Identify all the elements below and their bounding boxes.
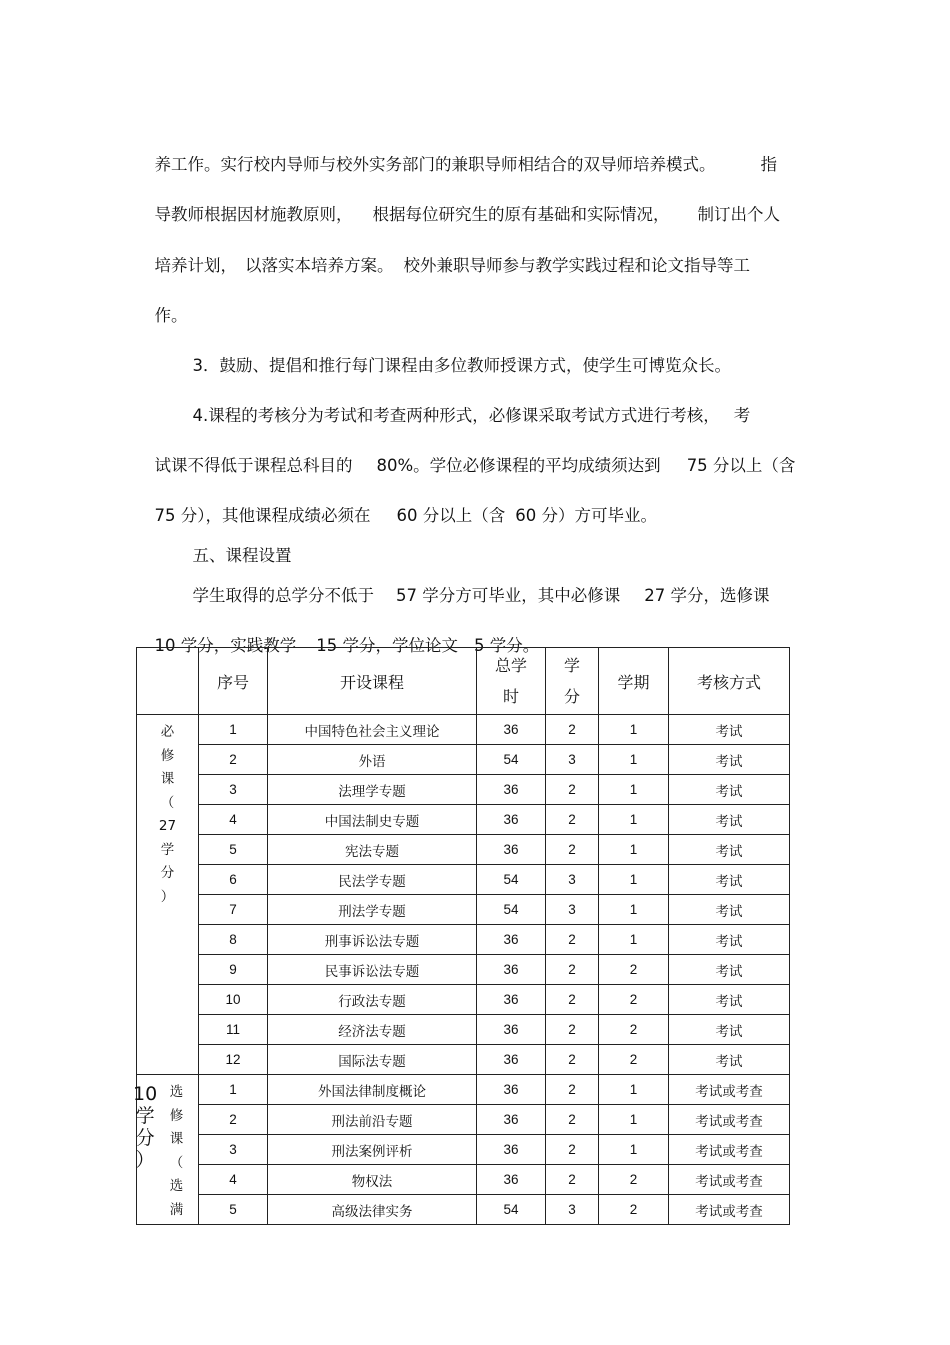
cell-seq: 10 [199, 985, 268, 1015]
cell-exam: 考试 [669, 985, 790, 1015]
text-segment: 培养计划， [154, 256, 237, 275]
required-group-label [137, 715, 198, 909]
cell-seq: 1 [199, 1075, 268, 1105]
text-segment: 27 学分，选修课 [644, 586, 770, 605]
group-label-char: 选 [169, 1178, 184, 1194]
cell-seq: 2 [199, 1105, 268, 1135]
text-segment: 4.课程的考核分为考试和考查两种形式，必修课采取考试方式进行考核， [192, 406, 720, 425]
text-segment: 60 分以上（含 [396, 506, 506, 525]
text-segment: 作。 [154, 306, 188, 325]
cell-term: 1 [599, 1075, 669, 1105]
cell-credits: 2 [546, 955, 599, 985]
cell-seq: 3 [199, 775, 268, 805]
cell-course: 中国特色社会主义理论 [268, 715, 477, 745]
cell-exam: 考试 [669, 955, 790, 985]
header-term: 学期 [599, 648, 669, 715]
cell-seq: 9 [199, 955, 268, 985]
cell-credits: 2 [546, 985, 599, 1015]
cell-course: 法理学专题 [268, 775, 477, 805]
cell-seq: 2 [199, 745, 268, 775]
cell-credits: 2 [546, 715, 599, 745]
cell-credits: 2 [546, 1015, 599, 1045]
header-seq: 序号 [199, 648, 268, 715]
cell-course: 物权法 [268, 1165, 477, 1195]
text-segment: 10 学分，实践教学 [154, 636, 297, 655]
cell-course: 外语 [268, 745, 477, 775]
table-row [137, 925, 790, 955]
text-segment: 五、课程设置 [192, 546, 292, 565]
cell-exam: 考试 [669, 925, 790, 955]
cell-credits: 3 [546, 745, 599, 775]
table-row [137, 1165, 790, 1195]
cell-seq: 5 [199, 835, 268, 865]
cell-term: 2 [599, 1195, 669, 1225]
cell-term: 1 [599, 1135, 669, 1165]
table-header-row [137, 648, 790, 715]
cell-exam: 考试或考查 [669, 1195, 790, 1225]
cell-exam: 考试 [669, 715, 790, 745]
cell-credits: 3 [546, 1195, 599, 1225]
table-row [137, 1135, 790, 1165]
text-segment: 制订出个人 [697, 205, 780, 224]
cell-seq: 6 [199, 865, 268, 895]
cell-course: 宪法专题 [268, 835, 477, 865]
cell-term: 2 [599, 1165, 669, 1195]
cell-exam: 考试 [669, 745, 790, 775]
cell-credits: 3 [546, 865, 599, 895]
text-segment: 60 分）方可毕业。 [515, 506, 657, 525]
cell-hours: 36 [477, 805, 546, 835]
cell-exam: 考试 [669, 775, 790, 805]
cell-hours: 36 [477, 1045, 546, 1075]
text-segment: 15 学分，学位论文 [316, 636, 458, 655]
paragraph-line-4 [144, 283, 188, 327]
elective-credits-label [133, 1083, 157, 1171]
text-segment: 导教师根据因材施教原则， [154, 205, 353, 224]
cell-exam: 考试 [669, 1045, 790, 1075]
table-row [137, 1015, 790, 1045]
cell-hours: 36 [477, 1105, 546, 1135]
cell-seq: 4 [199, 1165, 268, 1195]
group-label-char: （ [160, 794, 175, 811]
cell-course: 高级法律实务 [268, 1195, 477, 1225]
cell-hours: 54 [477, 745, 546, 775]
cell-seq: 1 [199, 715, 268, 745]
cell-term: 2 [599, 1045, 669, 1075]
group-label-char: 分 [135, 1127, 155, 1149]
table-row [137, 835, 790, 865]
text-segment: 75 分以上（含 [686, 456, 796, 475]
paragraph-line-8 [144, 483, 657, 527]
group-label-char: ） [160, 888, 175, 905]
table-row [137, 775, 790, 805]
cell-credits: 2 [546, 1165, 599, 1195]
cell-term: 1 [599, 775, 669, 805]
cell-course: 国际法专题 [268, 1045, 477, 1075]
table-row [137, 1195, 790, 1225]
cell-term: 2 [599, 955, 669, 985]
header-credits: 学 分 [546, 648, 599, 715]
cell-course: 行政法专题 [268, 985, 477, 1015]
table-row [137, 1075, 790, 1105]
section-heading [182, 523, 292, 567]
cell-credits: 2 [546, 775, 599, 805]
cell-course: 民事诉讼法专题 [268, 955, 477, 985]
paragraph-line-2 [144, 182, 780, 226]
group-label-char: 学 [160, 841, 175, 858]
text-segment: 校外兼职导师参与教学实践过程和论文指导等工 [403, 256, 750, 275]
cell-hours: 36 [477, 1165, 546, 1195]
table-row [137, 865, 790, 895]
group-label-char: 必 [160, 724, 175, 740]
cell-hours: 36 [477, 715, 546, 745]
cell-credits: 2 [546, 1075, 599, 1105]
table-row [137, 1105, 790, 1135]
cell-seq: 7 [199, 895, 268, 925]
cell-hours: 36 [477, 925, 546, 955]
paragraph-line-6 [182, 383, 750, 427]
paragraph-line-1 [144, 132, 777, 176]
cell-hours: 36 [477, 775, 546, 805]
group-label-char: 分 [160, 865, 175, 881]
cell-hours: 54 [477, 895, 546, 925]
text-segment: 5 学分。 [474, 636, 540, 655]
cell-course: 刑法案例评析 [268, 1135, 477, 1165]
cell-exam: 考试 [669, 895, 790, 925]
cell-term: 1 [599, 925, 669, 955]
cell-exam: 考试或考查 [669, 1105, 790, 1135]
cell-credits: 2 [546, 805, 599, 835]
cell-seq: 5 [199, 1195, 268, 1225]
table-row [137, 955, 790, 985]
text-segment: 3．鼓励、提倡和推行每门课程由多位教师授课方式，使学生可博览众长。 [192, 356, 731, 375]
text-segment: 以落实本培养方案。 [245, 256, 394, 275]
required-group [137, 715, 199, 1075]
group-label-char: 27 [158, 818, 177, 834]
cell-course: 中国法制史专题 [268, 805, 477, 835]
course-table [133, 647, 790, 1225]
cell-term: 2 [599, 1015, 669, 1045]
text-segment: 根据每位研究生的原有基础和实际情况， [372, 205, 670, 224]
header-course: 开设课程 [268, 648, 477, 715]
cell-term: 1 [599, 895, 669, 925]
cell-term: 2 [599, 985, 669, 1015]
cell-term: 1 [599, 745, 669, 775]
cell-hours: 36 [477, 1135, 546, 1165]
cell-term: 1 [599, 835, 669, 865]
cell-course: 刑法学专题 [268, 895, 477, 925]
cell-term: 1 [599, 1105, 669, 1135]
cell-course: 刑事诉讼法专题 [268, 925, 477, 955]
text-segment: 57 学分方可毕业，其中必修课 [396, 586, 621, 605]
group-label-char: 满 [169, 1201, 184, 1218]
paragraph-line-3 [144, 233, 750, 277]
table-row [137, 1045, 790, 1075]
cell-credits: 2 [546, 925, 599, 955]
cell-hours: 36 [477, 955, 546, 985]
cell-term: 1 [599, 715, 669, 745]
table-row [137, 895, 790, 925]
text-segment: 75 分），其他课程成绩必须在 [154, 506, 371, 525]
cell-hours: 36 [477, 1015, 546, 1045]
table-row [137, 715, 790, 745]
text-segment: 80%。学位必修课程的平均成绩须达到 [376, 456, 661, 475]
elective-group [133, 1075, 199, 1225]
cell-hours: 54 [477, 1195, 546, 1225]
cell-exam: 考试 [669, 835, 790, 865]
text-segment: 指 [760, 155, 777, 174]
cell-seq: 8 [199, 925, 268, 955]
group-label-char: 10 [133, 1083, 158, 1105]
cell-hours: 36 [477, 985, 546, 1015]
cell-seq: 12 [199, 1045, 268, 1075]
cell-course: 刑法前沿专题 [268, 1105, 477, 1135]
cell-credits: 3 [546, 895, 599, 925]
group-label-char: 课 [160, 771, 175, 787]
text-segment: 学生取得的总学分不低于 [192, 586, 374, 605]
group-label-char: 选 [169, 1084, 184, 1100]
cell-course: 外国法律制度概论 [268, 1075, 477, 1105]
cell-seq: 3 [199, 1135, 268, 1165]
group-label-char: ） [135, 1149, 155, 1171]
header-group [137, 648, 199, 715]
cell-seq: 11 [199, 1015, 268, 1045]
paragraph-line-10 [182, 563, 770, 607]
cell-hours: 54 [477, 865, 546, 895]
table-row [137, 745, 790, 775]
header-hours: 总学 时 [477, 648, 546, 715]
cell-seq: 4 [199, 805, 268, 835]
cell-credits: 2 [546, 1135, 599, 1165]
text-segment: 考 [733, 406, 751, 425]
header-exam: 考核方式 [669, 648, 790, 715]
cell-credits: 2 [546, 835, 599, 865]
table-row [137, 985, 790, 1015]
cell-exam: 考试或考查 [669, 1135, 790, 1165]
cell-exam: 考试或考查 [669, 1165, 790, 1195]
group-label-char: 学 [135, 1105, 155, 1127]
paragraph-line-5 [182, 333, 731, 377]
cell-course: 民法学专题 [268, 865, 477, 895]
cell-hours: 36 [477, 1075, 546, 1105]
cell-credits: 2 [546, 1045, 599, 1075]
cell-term: 1 [599, 805, 669, 835]
group-label-char: 修 [169, 1107, 184, 1124]
cell-course: 经济法专题 [268, 1015, 477, 1045]
group-label-char: （ [169, 1154, 184, 1171]
cell-hours: 36 [477, 835, 546, 865]
cell-credits: 2 [546, 1105, 599, 1135]
text-segment: 养工作。实行校内导师与校外实务部门的兼职导师相结合的双导师培养模式。 [154, 155, 716, 174]
cell-exam: 考试 [669, 805, 790, 835]
cell-exam: 考试 [669, 865, 790, 895]
table-row [137, 805, 790, 835]
cell-exam: 考试或考查 [669, 1075, 790, 1105]
cell-exam: 考试 [669, 1015, 790, 1045]
paragraph-line-7 [144, 433, 795, 477]
text-segment: 试课不得低于课程总科目的 [154, 456, 353, 475]
group-label-char: 修 [160, 747, 175, 764]
group-label-char: 课 [169, 1131, 184, 1147]
cell-term: 1 [599, 865, 669, 895]
